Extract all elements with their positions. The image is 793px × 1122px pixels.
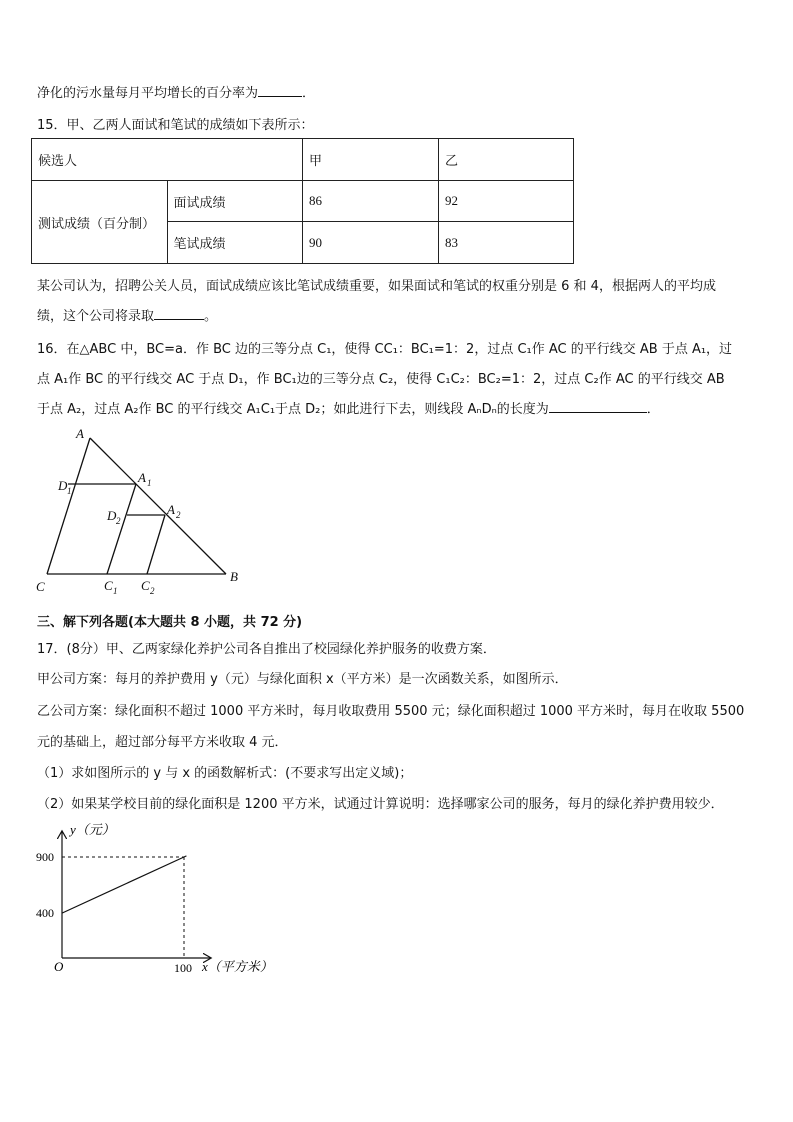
q15-body-line1: 某公司认为，招聘公关人员，面试成绩应该比笔试成绩重要，如果面试和笔试的权重分别是 6 和 4，根据两人的平均成 (37, 279, 716, 294)
q17-line1: 17．(8分）甲、乙两家绿化养护公司各自推出了校园绿化养护服务的收费方案． (37, 642, 496, 657)
q16-line3-end: ． (646, 402, 660, 417)
table-group-label: 测试成绩（百分制） (32, 181, 168, 264)
x-axis-label: x（平方米） (202, 959, 273, 974)
segment-A2C2 (147, 515, 165, 574)
answer-blank (258, 84, 302, 97)
label-D1-sub: 1 (67, 486, 72, 496)
table-cell: 92 (439, 181, 574, 222)
label-C: C (36, 579, 45, 594)
q15-body-text: 绩，这个公司将录取 (37, 309, 155, 324)
label-D2-sub: 2 (116, 516, 121, 526)
label-D1: D (58, 478, 68, 493)
y-tick-label: 900 (36, 850, 54, 864)
q16-line1: 16．在△ABC 中，BC=a．作 BC 边的三等分点 C₁，使得 CC₁：BC₁=1：2，过点 C₁作 AC 的平行线交 AB 于点 A₁，过 (37, 342, 733, 357)
section-3-title: 三、解下列各题(本大题共 8 小题，共 72 分) (37, 615, 303, 630)
table-cell: 86 (303, 181, 439, 222)
q17-line3: 乙公司方案：绿化面积不超过 1000 平方米时，每月收取费用 5500 元；绿化面积超过 1000 平方米时，每月在收取 5500 (37, 704, 745, 719)
label-C2-sub: 2 (150, 586, 155, 596)
side-AC (47, 438, 90, 574)
label-A2: A (167, 502, 175, 517)
q14-tail-text: 净化的污水量每月平均增长的百分率为 (37, 86, 259, 101)
score-table (31, 138, 574, 264)
q17-part2: （2）如果某学校目前的绿化面积是 1200 平方米，试通过计算说明：选择哪家公司的服务，每月的绿化养护费用较少． (37, 797, 724, 812)
table-header-yi: 乙 (439, 139, 574, 181)
label-C1: C (104, 578, 113, 593)
label-C1-sub: 1 (113, 586, 118, 596)
q15-intro: 15．甲、乙两人面试和笔试的成绩如下表所示： (37, 118, 314, 133)
q17-part1: （1）求如图所示的 y 与 x 的函数解析式：(不要求写出定义域)； (37, 766, 413, 781)
label-A1: A (138, 470, 146, 485)
answer-blank (154, 307, 204, 320)
q16-line3 (37, 398, 660, 417)
y-axis-label: y（元） (70, 822, 115, 837)
q17-line2: 甲公司方案：每月的养护费用 y（元）与绿化面积 x（平方米）是一次函数关系，如图所示． (37, 672, 568, 687)
label-D2: D (107, 508, 117, 523)
q16-line3-text: 于点 A₂，过点 A₂作 BC 的平行线交 A₁C₁于点 D₂；如此进行下去，则线段 AₙDₙ的长度为 (37, 402, 549, 417)
label-A2-sub: 2 (176, 510, 181, 520)
label-A1-sub: 1 (147, 478, 152, 488)
label-C2: C (141, 578, 150, 593)
q16-line2: 点 A₁作 BC 的平行线交 AC 于点 D₁，作 BC₁边的三等分点 C₂，使得 C₁C₂：BC₂=1：2，过点 C₂作 AC 的平行线交 AB (37, 372, 725, 387)
fee-chart (30, 820, 290, 980)
q14-tail-line (37, 82, 315, 101)
q15-body-end: 。 (204, 309, 218, 324)
q17-line4: 元的基础上，超过部分每平方米收取 4 元． (37, 735, 288, 750)
series-line (62, 856, 186, 913)
side-AB (90, 438, 226, 574)
label-A: A (76, 428, 84, 441)
q14-tail-end: ． (302, 86, 316, 101)
q15-body-line2 (37, 305, 217, 324)
answer-blank (549, 400, 647, 413)
triangle-figure (30, 428, 250, 598)
table-row-label: 面试成绩 (167, 181, 303, 222)
y-tick-label: 400 (36, 906, 54, 921)
table-cell: 90 (303, 222, 439, 264)
segment-A1C1 (107, 484, 136, 574)
origin-label: O (54, 959, 64, 974)
table-row-label: 笔试成绩 (167, 222, 303, 264)
table-header-candidate: 候选人 (32, 139, 303, 181)
label-B: B (230, 569, 238, 584)
table-header-jia: 甲 (303, 139, 439, 181)
x-tick-label: 100 (174, 961, 192, 975)
table-cell: 83 (439, 222, 574, 264)
